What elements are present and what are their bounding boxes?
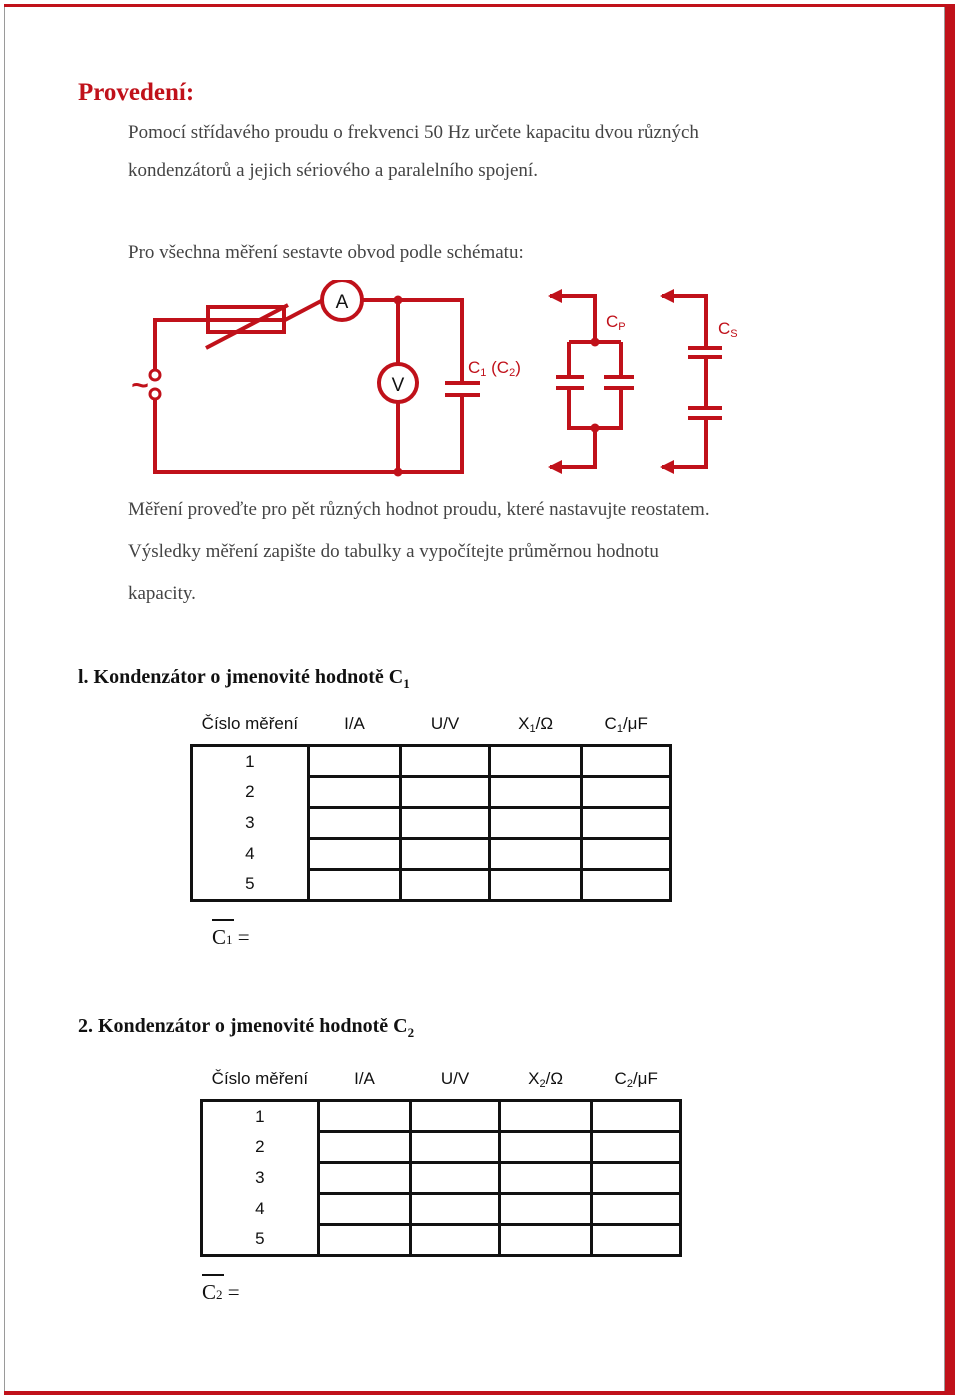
cell-capacitance[interactable]	[592, 1194, 681, 1225]
row-number: 2	[202, 1132, 319, 1163]
cp-wire-top	[550, 296, 595, 342]
cell-reactance[interactable]	[489, 839, 582, 870]
row-number: 4	[202, 1194, 319, 1225]
cell-reactance[interactable]	[499, 1225, 592, 1256]
cs-wire-top	[662, 296, 706, 348]
cell-capacitance[interactable]	[582, 746, 671, 777]
table-row	[202, 1163, 681, 1194]
cell-reactance[interactable]	[489, 777, 582, 808]
cp-wire-bottom	[550, 428, 595, 467]
cell-capacitance[interactable]	[592, 1101, 681, 1132]
circuit-wires	[150, 280, 722, 472]
instructions-line-1: Měření proveďte pro pět různých hodnot proudu, které nastavujte reostatem.	[128, 499, 710, 520]
average-c1: C1 =	[212, 925, 250, 950]
rheostat-slider	[206, 305, 288, 348]
row-number: 3	[192, 808, 309, 839]
cell-current[interactable]	[318, 1132, 411, 1163]
wire-capacitor-return	[398, 395, 462, 472]
cell-reactance[interactable]	[499, 1101, 592, 1132]
page-border-top	[4, 4, 955, 7]
cs-arrow-bottom	[660, 460, 674, 474]
cp-wire-join	[569, 388, 621, 428]
cell-current[interactable]	[308, 839, 401, 870]
section-2-title: 2. Kondenzátor o jmenovité hodnotě $C_2$	[78, 1015, 415, 1040]
cell-voltage[interactable]	[401, 839, 490, 870]
header-current: I/A	[344, 714, 365, 733]
instructions-line-3: kapacity.	[128, 583, 196, 604]
cs-arrow-top	[660, 289, 674, 303]
table-row	[192, 777, 671, 808]
wire-source-rheostat	[155, 320, 285, 370]
table-row	[192, 870, 671, 901]
cell-current[interactable]	[308, 870, 401, 901]
row-number: 5	[202, 1225, 319, 1256]
header-capacitance: $C_2/\mu F$	[614, 1068, 658, 1090]
junction-voltmeter-top	[394, 296, 403, 305]
measurement-table-1	[190, 704, 672, 902]
table-row	[202, 1225, 681, 1256]
header-measurement-number: Číslo měření	[201, 714, 299, 733]
row-number: 2	[192, 777, 309, 808]
header-voltage: U/V	[440, 1069, 470, 1088]
table-header-row	[192, 704, 671, 746]
row-number: 1	[202, 1101, 319, 1132]
source-terminal-bottom	[150, 389, 160, 399]
table-row	[192, 746, 671, 777]
cell-voltage[interactable]	[411, 1194, 500, 1225]
cell-voltage[interactable]	[401, 870, 490, 901]
ac-source-icon: ~	[131, 369, 149, 402]
cell-capacitance[interactable]	[582, 870, 671, 901]
cell-capacitance[interactable]	[582, 777, 671, 808]
intro-line-1: Pomocí střídavého proudu o frekvenci 50 Hz určete kapacitu dvou různých	[128, 122, 699, 143]
cell-current[interactable]	[318, 1225, 411, 1256]
cell-current[interactable]	[308, 808, 401, 839]
cell-voltage[interactable]	[411, 1101, 500, 1132]
cell-voltage[interactable]	[411, 1225, 500, 1256]
cell-capacitance[interactable]	[582, 839, 671, 870]
cell-reactance[interactable]	[489, 746, 582, 777]
source-terminal-top	[150, 370, 160, 380]
table-header-row	[202, 1059, 681, 1101]
header-reactance: $X_1/\Omega$	[518, 713, 554, 735]
cell-current[interactable]	[308, 777, 401, 808]
cell-reactance[interactable]	[499, 1163, 592, 1194]
row-number: 4	[192, 839, 309, 870]
cell-capacitance[interactable]	[592, 1132, 681, 1163]
junction-voltmeter-bottom	[394, 468, 403, 477]
table-row	[202, 1132, 681, 1163]
circuit-diagram	[120, 280, 760, 480]
cell-current[interactable]	[318, 1194, 411, 1225]
circuit-arrows-junctions	[391, 289, 675, 477]
page-border-bottom	[4, 1391, 955, 1395]
table-row	[202, 1101, 681, 1132]
intro-line-2: kondenzátorů a jejich sériového a paralelního spojení.	[128, 160, 538, 181]
cell-current[interactable]	[318, 1101, 411, 1132]
row-number: 1	[192, 746, 309, 777]
header-current: I/A	[354, 1069, 375, 1088]
average-c2: C2 =	[202, 1280, 240, 1305]
cell-current[interactable]	[318, 1163, 411, 1194]
table-row	[192, 839, 671, 870]
table-row	[202, 1194, 681, 1225]
cell-reactance[interactable]	[489, 870, 582, 901]
wire-rheostat-ammeter	[285, 300, 323, 320]
header-reactance: $X_2/\Omega$	[528, 1068, 564, 1090]
average-bar	[212, 919, 234, 921]
table-row	[192, 808, 671, 839]
row-number: 3	[202, 1163, 319, 1194]
instructions-line-2: Výsledky měření zapište do tabulky a vypočítejte průměrnou hodnotu	[128, 541, 659, 562]
cell-reactance[interactable]	[499, 1194, 592, 1225]
section-1-title: l. Kondenzátor o jmenovité hodnotě $C_1$	[78, 666, 410, 691]
cell-voltage[interactable]	[411, 1132, 500, 1163]
voltmeter-label: V	[391, 375, 405, 396]
capacitor-label: C1 (C2)	[468, 358, 521, 379]
cell-current[interactable]	[308, 746, 401, 777]
cell-capacitance[interactable]	[592, 1225, 681, 1256]
cp-junction-top	[591, 338, 600, 347]
row-number: 5	[192, 870, 309, 901]
wire-bottom	[155, 398, 398, 472]
cell-voltage[interactable]	[401, 746, 490, 777]
header-capacitance: $C_1/\mu F$	[604, 713, 648, 735]
cp-junction-bottom	[591, 424, 600, 433]
cell-capacitance[interactable]	[582, 808, 671, 839]
cp-arrow-bottom	[548, 460, 562, 474]
cp-label: CP	[606, 312, 626, 333]
cs-wire-bottom	[662, 418, 706, 467]
cell-reactance[interactable]	[499, 1132, 592, 1163]
cs-label: CS	[718, 319, 738, 340]
header-measurement-number: Číslo měření	[211, 1069, 309, 1088]
ammeter-label: A	[335, 292, 349, 313]
average-bar	[202, 1274, 224, 1276]
cell-voltage[interactable]	[411, 1163, 500, 1194]
cell-voltage[interactable]	[401, 777, 490, 808]
cp-arrow-top	[548, 289, 562, 303]
header-voltage: U/V	[430, 714, 460, 733]
page-border-right	[945, 6, 955, 1393]
cell-reactance[interactable]	[489, 808, 582, 839]
section-heading: Provedení:	[78, 79, 195, 106]
cell-voltage[interactable]	[401, 808, 490, 839]
measurement-table-2	[200, 1059, 682, 1257]
intro-line-3: Pro všechna měření sestavte obvod podle schématu:	[128, 242, 524, 263]
cell-capacitance[interactable]	[592, 1163, 681, 1194]
